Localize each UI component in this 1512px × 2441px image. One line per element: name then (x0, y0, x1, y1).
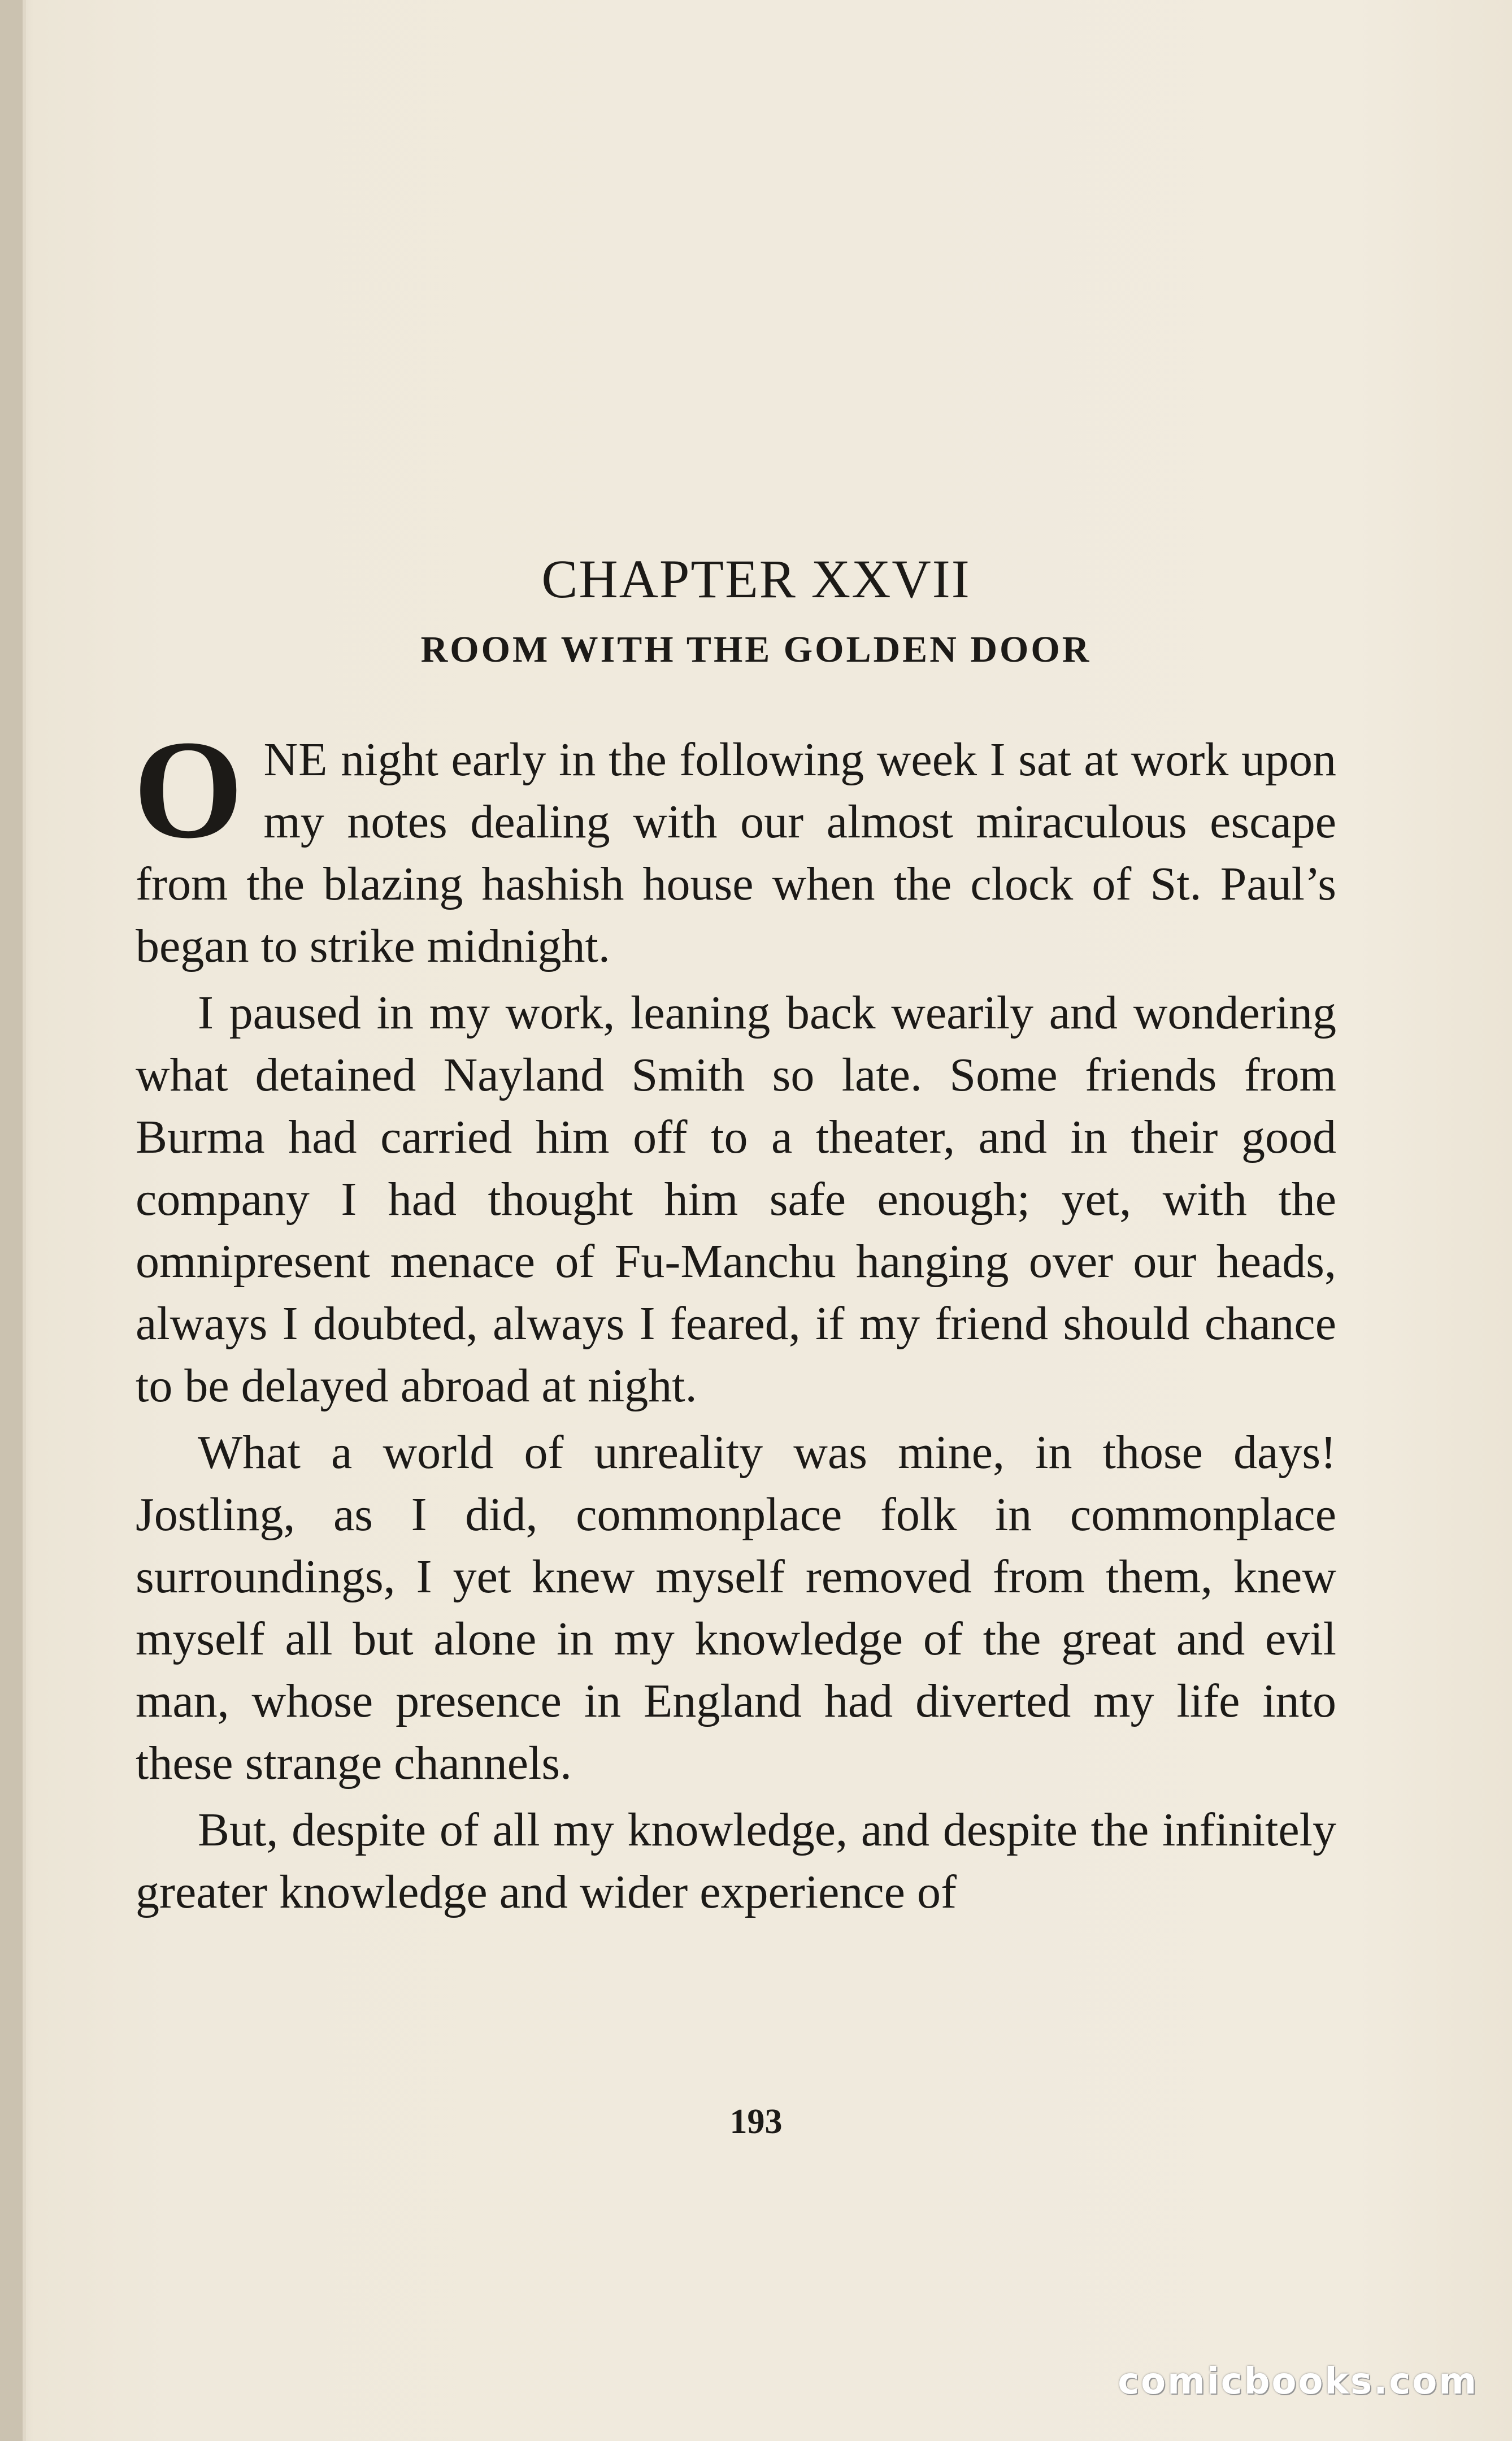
paragraph-4: But, despite of all my knowledge, and despite the infinitely greater knowledge and wider experience of (136, 1804, 1336, 1918)
body-text (133, 711, 1336, 1923)
chapter-heading: CHAPTER XXVII (541, 549, 971, 610)
lead-caps: NE (263, 733, 328, 786)
book-spine-shadow (0, 0, 23, 2441)
paragraph-2: I paused in my work, leaning back wearily and wondering what detained Nayland Smith so late. Some friends from Burma had carried him off to a theater, and in their good company I had thought him safe enough; yet, with the omnipresent menace of Fu-Manchu hanging over our heads, always I doubted, always I feared, if my friend should chance to be delayed abroad at night. (136, 987, 1336, 1412)
paragraph-3: What a world of unreality was mine, in those days! Jostling, as I did, commonplace folk in commonplace surroundings, I yet knew myself removed from them, knew myself all but alone in my knowledge of the great and evil man, whose presence in England had diverted my life into these strange channels. (136, 1426, 1336, 1790)
page-number: 193 (729, 2103, 783, 2141)
paragraph-1-text: night early in the following week I sat at work upon my notes dealing with our almost miraculous escape from the blazing hashish house when the clock of St. Paul’s began to strike midnight. (136, 733, 1336, 972)
watermark-logo: comicbooks.com (1118, 2361, 1478, 2403)
page-edge (23, 0, 26, 2441)
chapter-subtitle: ROOM WITH THE GOLDEN DOOR (420, 629, 1092, 670)
drop-cap: O (133, 711, 244, 868)
paragraph-1 (133, 711, 1336, 978)
